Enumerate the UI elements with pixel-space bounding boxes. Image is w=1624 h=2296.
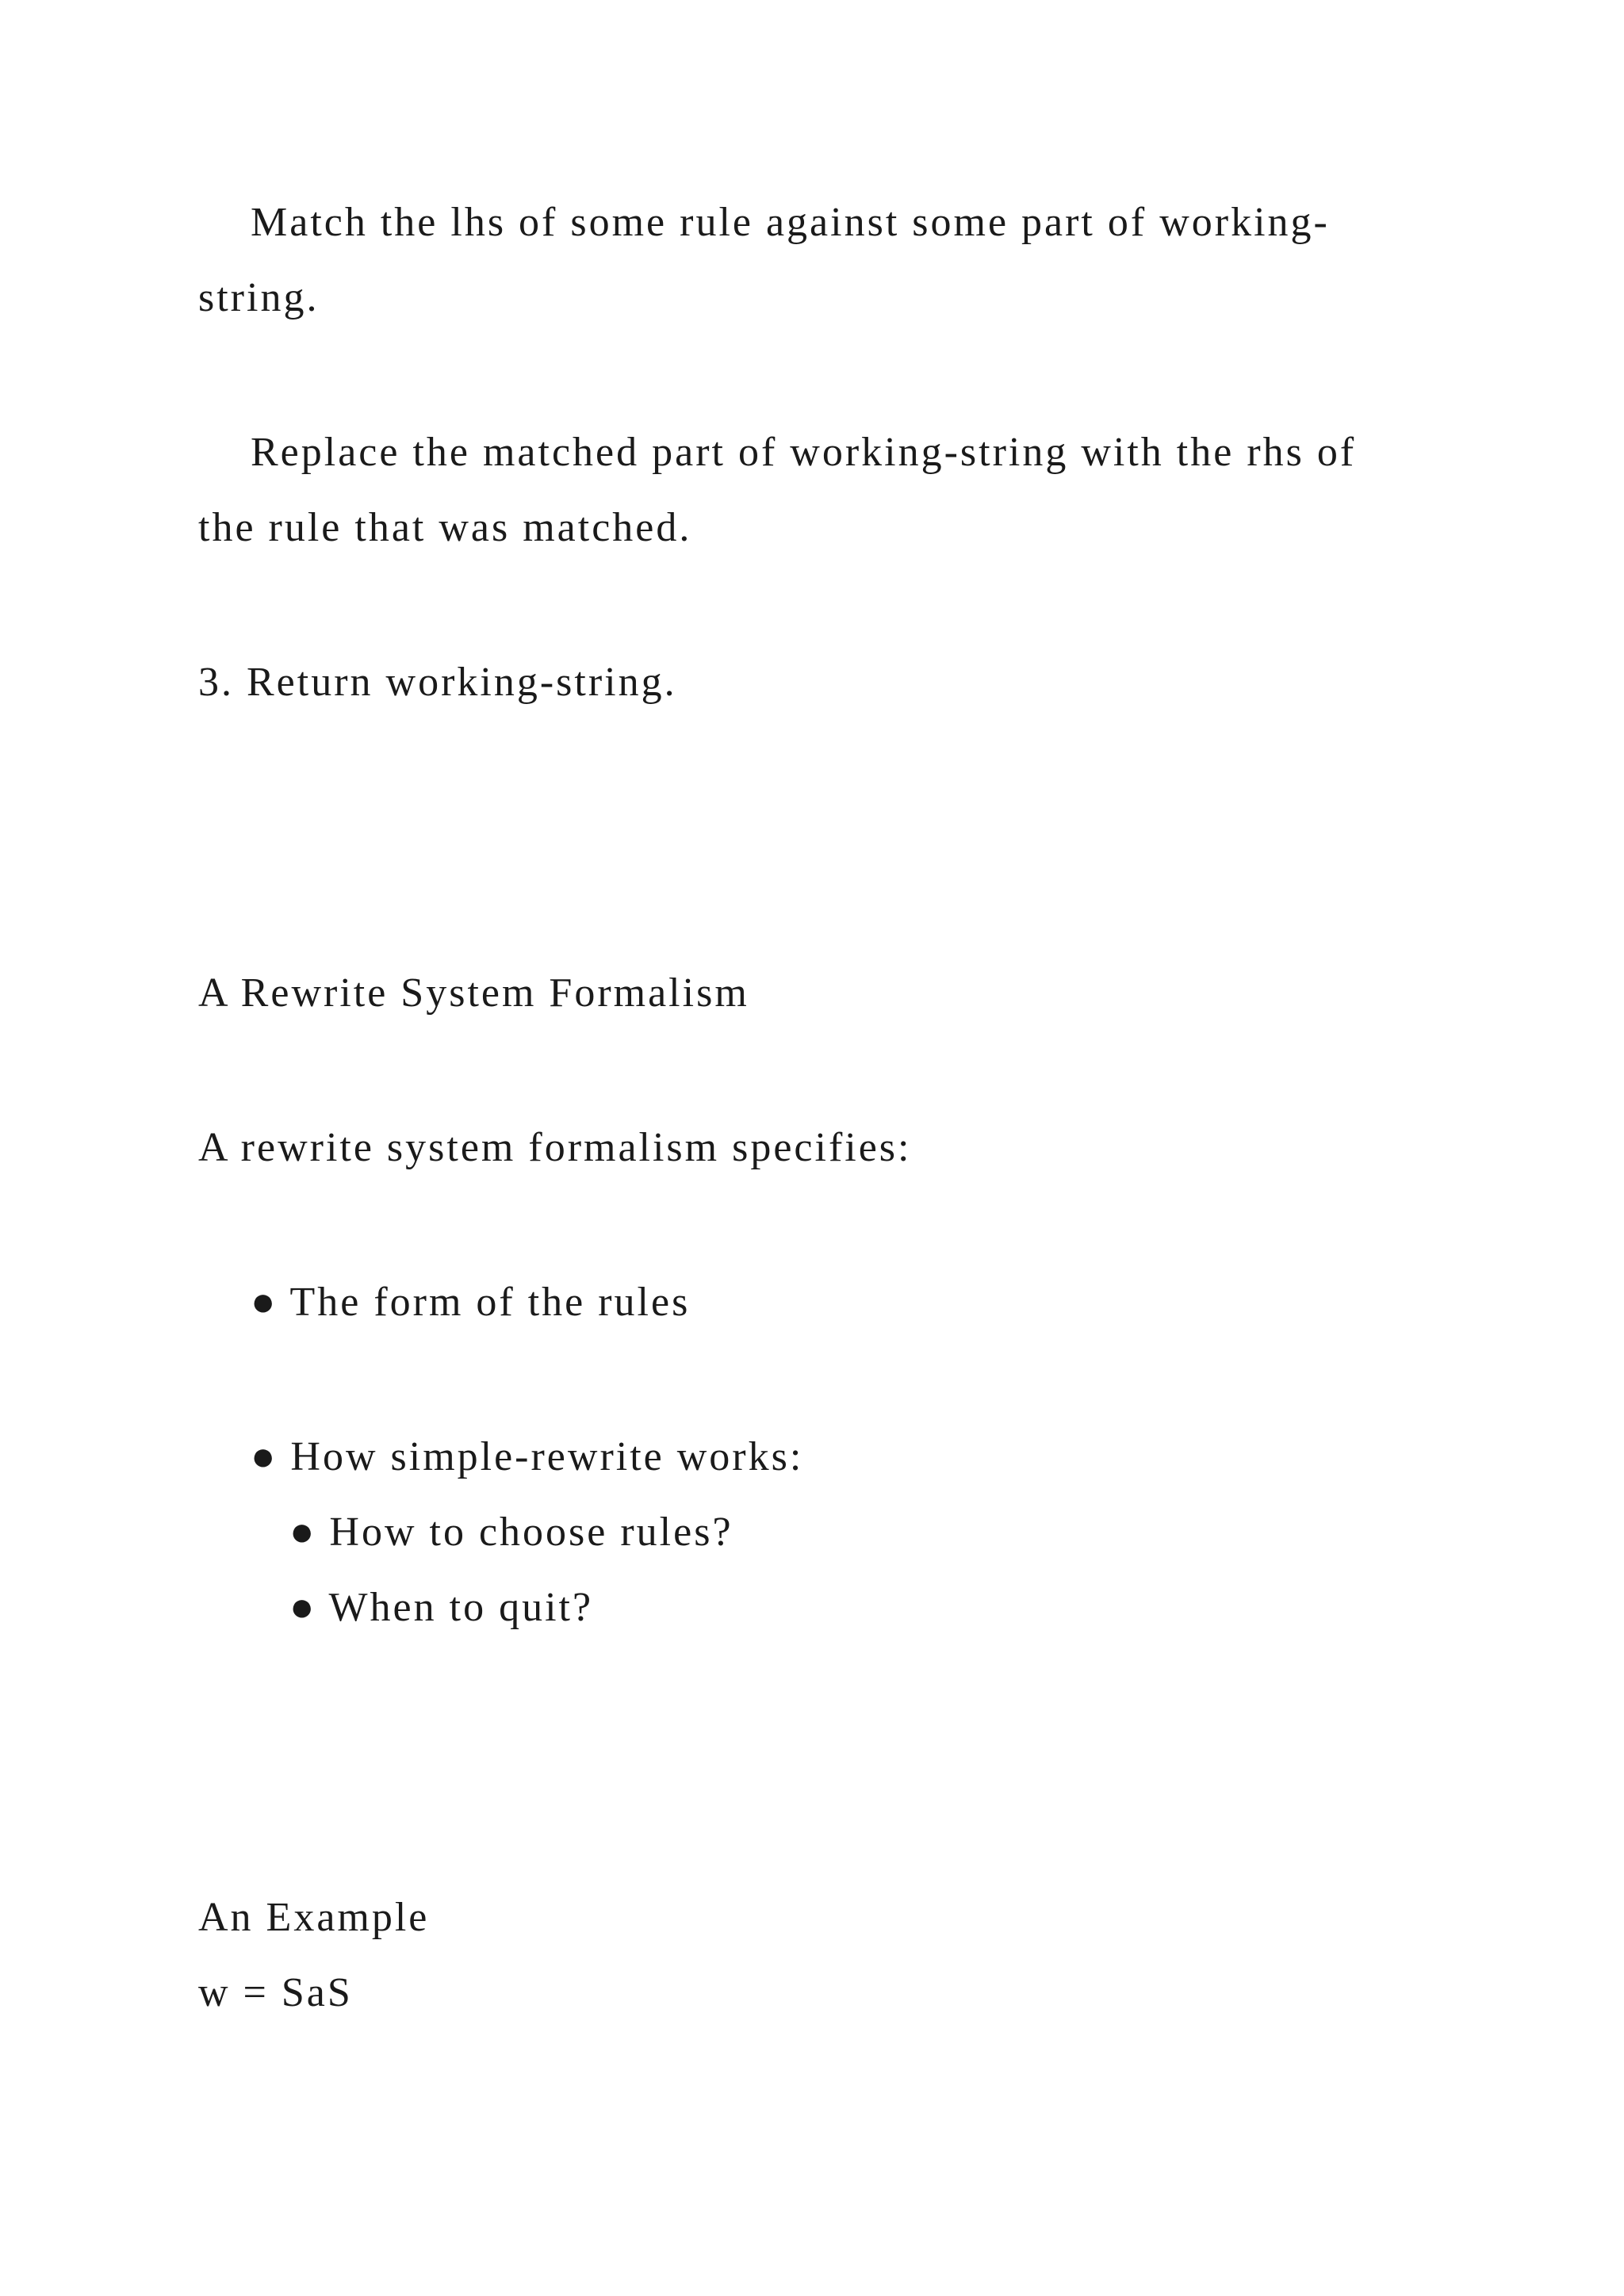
return-step: 3. Return working-string. (198, 660, 677, 705)
formalism-intro: A rewrite system formalism specifies: (198, 1125, 912, 1170)
replace-text-line-1: Replace the matched part of working-string with the rhs of (251, 430, 1357, 475)
bullet-rule-form: ● The form of the rules (251, 1280, 691, 1325)
replace-text-line-2: the rule that was matched. (198, 505, 692, 550)
sub-bullet-when-quit: ● When to quit? (289, 1585, 594, 1630)
match-text-line-2: string. (198, 275, 320, 320)
example-heading: An Example (198, 1895, 430, 1940)
formalism-heading: A Rewrite System Formalism (198, 970, 749, 1016)
example-equation: w = SaS (198, 1970, 353, 2015)
bullet-simple-rewrite: ● How simple-rewrite works: (251, 1434, 804, 1479)
match-text-line-1: Match the lhs of some rule against some part of working- (251, 200, 1330, 245)
sub-bullet-choose-rules: ● How to choose rules? (289, 1510, 733, 1555)
